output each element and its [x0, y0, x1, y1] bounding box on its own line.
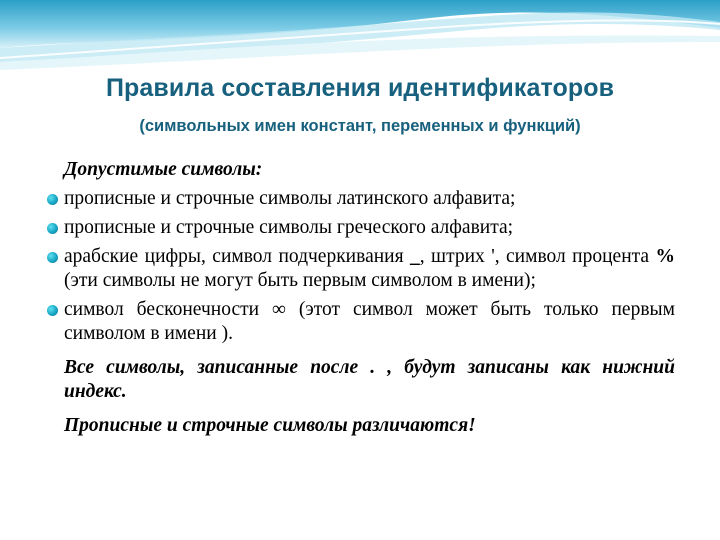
slide-title: Правила составления идентификаторов [105, 74, 615, 102]
underscore-symbol: _ [410, 246, 420, 267]
bullet-item-infinity [47, 298, 675, 346]
bullet-text-part: (эти символы не могут быть первым символом в имени); [64, 270, 536, 291]
allowed-symbols-heading: Допустимые символы: [64, 159, 263, 180]
bullet-text-part: арабские цифры, символ подчеркивания [64, 246, 410, 267]
case-sensitivity-note: Прописные и строчные символы различаются! [64, 415, 476, 436]
bullet-text-part: , штрих [419, 246, 492, 267]
subscript-note: Все символы, записанные после . , будут записаны как нижний индекс. [64, 357, 675, 402]
percent-symbol: % [655, 246, 675, 267]
slide-body [47, 150, 675, 438]
decorative-wave-band [0, 0, 720, 80]
bullet-item-latin [47, 187, 675, 211]
round-bullet-dot-icon [47, 223, 58, 234]
slide-subtitle: (символьных имен констант, переменных и функций) [139, 117, 581, 135]
bullet-text-part: , символ процента [494, 246, 656, 267]
bullet-item-digits-symbols [47, 245, 675, 293]
prime-symbol: ' [491, 246, 495, 267]
bullet-text: прописные и строчные символы греческого алфавита; [64, 217, 514, 238]
bullet-text: прописные и строчные символы латинского алфавита; [64, 188, 516, 209]
round-bullet-dot-icon [47, 194, 58, 205]
round-bullet-dot-icon [47, 305, 58, 316]
bullet-item-greek [47, 216, 675, 240]
bullet-text: символ бесконечности ∞ (этот символ может быть только первым символом в имени ). [64, 299, 675, 344]
round-bullet-dot-icon [47, 252, 58, 263]
